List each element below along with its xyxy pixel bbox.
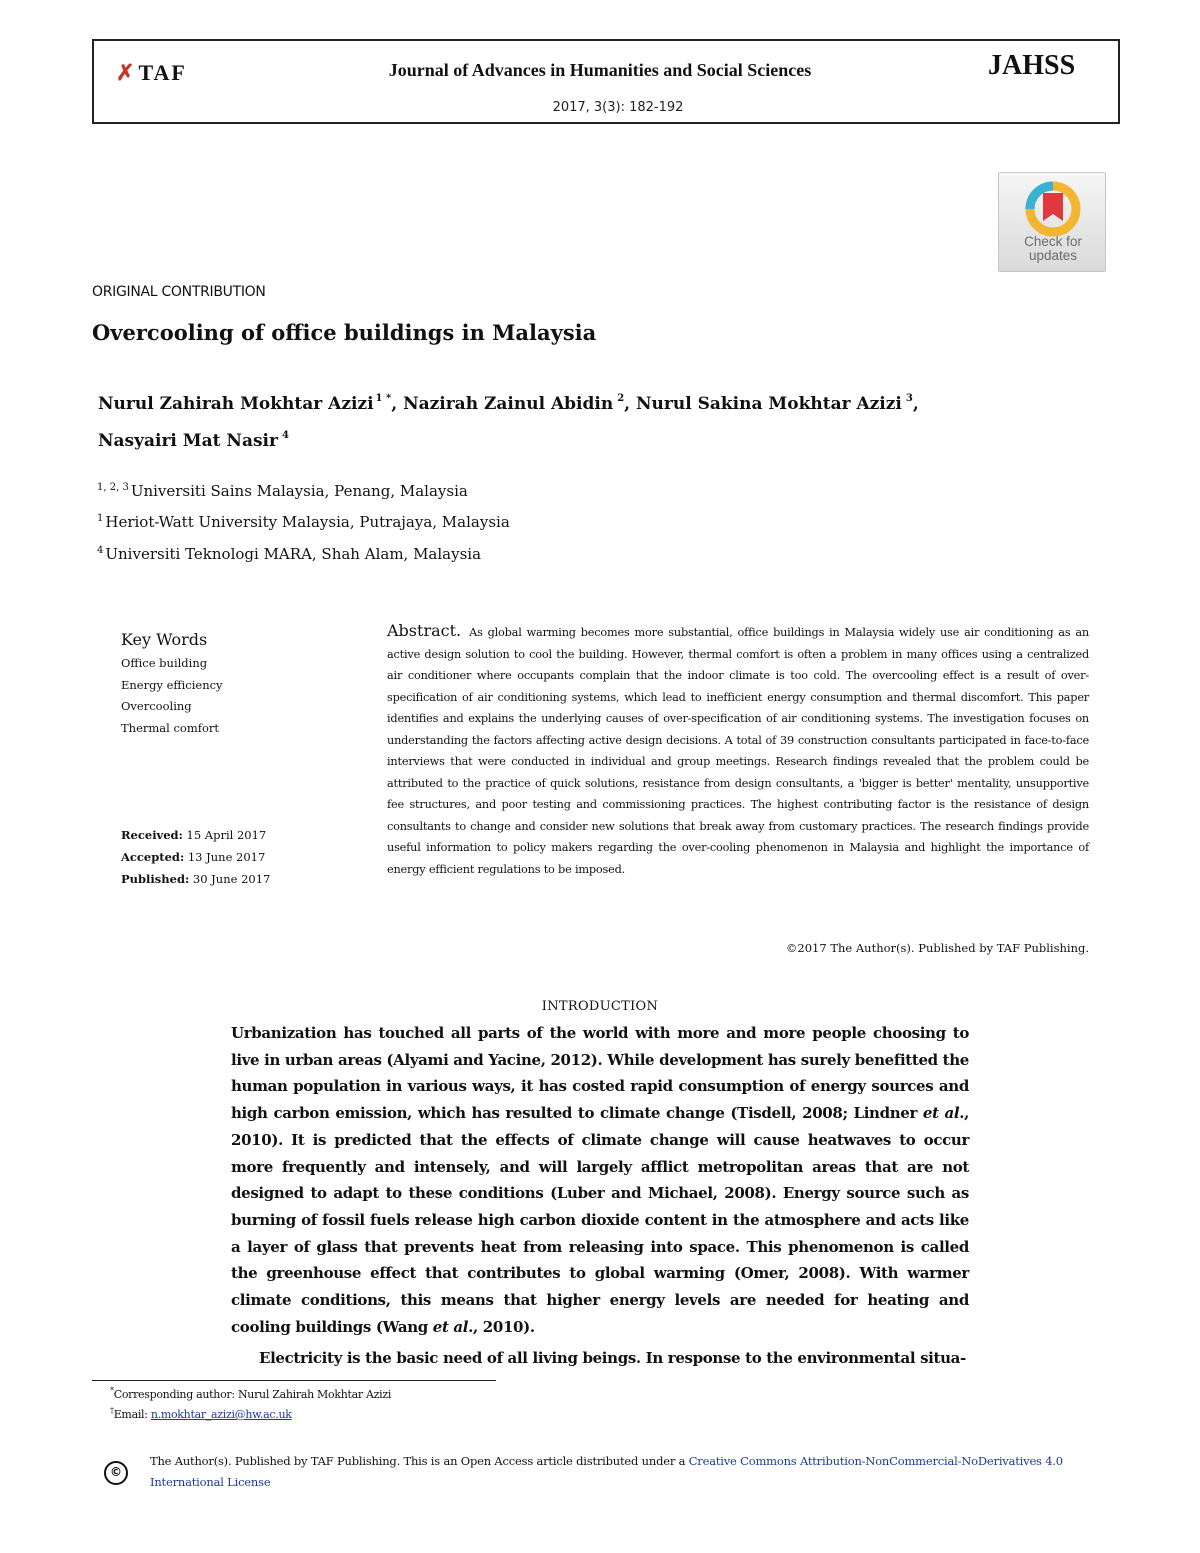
keyword-item: Energy efficiency (121, 677, 223, 692)
taf-logo-icon: ✗ (116, 60, 137, 85)
published-date: Published: 30 June 2017 (121, 872, 271, 886)
introduction-paragraph: Urbanization has touched all parts of the world with more and more people choosing to live in urban areas (Alyami and Yacine, 2012). While development has surely benefitted the human population in various ways, it has costed rapid consumption of energy sources and high carbon emission, which has resulted to climate change (Tisdell, 2008; Lindner et al., 2010). It is predicted that the effects of climate change will cause heatwaves to occur more frequently and intensely, and will largely afflict metropolitan areas that are not designed to adapt to these conditions (Luber and Michael, 2008). Energy source such as burning of fossil fuels release high carbon dioxide content in the atmosphere and acts like a layer of glass that prevents heat from releasing into space. This phenomenon is called the greenhouse effect that contributes to global warming (Omer, 2008). With warmer climate conditions, this means that higher energy levels are needed for heating and cooling buildings (Wang et al., 2010). (231, 1024, 969, 1336)
journal-title: Journal of Advances in Humanities and Social Sciences (388, 60, 812, 80)
logo-text: TAF (138, 60, 187, 85)
license-notice: The Author(s). Published by TAF Publishing. This is an Open Access article distributed under a Creative Commons Attribution-NonCommercial-NoDerivatives 4.0 International License (150, 1454, 1063, 1489)
received-date: Received: 15 April 2017 (121, 828, 267, 842)
author-affiliation-marker: 4 (281, 430, 289, 441)
author-name: Nurul Sakina Mokhtar Azizi (636, 394, 902, 414)
keyword-item: Overcooling (121, 699, 192, 713)
footnote-divider (92, 1380, 496, 1381)
introduction-paragraph-2: Electricity is the basic need of all living beings. In response to the environmental situa- (259, 1349, 966, 1367)
affiliation: $^1$ Heriot-Watt University Malaysia, Putrajaya, Malaysia (97, 513, 510, 531)
section-label: ORIGINAL CONTRIBUTION (92, 284, 266, 300)
introduction-heading: INTRODUCTION (541, 999, 659, 1014)
check-for-updates-button[interactable] (998, 172, 1106, 272)
abstract-heading: Abstract. (387, 621, 462, 640)
keywords-list (121, 653, 223, 739)
keyword-item: Thermal comfort (121, 720, 220, 735)
author-affiliation-marker: 3 (905, 393, 913, 404)
keywords-heading: Key Words (121, 630, 208, 649)
email-footnote: †Email: n.mokhtar_azizi@hw.ac.uk (110, 1406, 292, 1421)
affiliation: $^4$ Universiti Teknologi MARA, Shah Alam, Malaysia (97, 545, 482, 563)
affiliation: $^{1, 2, 3}$ Universiti Sains Malaysia, Penang, Malaysia (97, 482, 468, 500)
copyright-icon: © (104, 1461, 128, 1485)
abstract-text: As global warming becomes more substantial, office buildings in Malaysia widely use air conditioning as an active design solution to cool the building. However, thermal comfort is often a problem in many offices using a centralized air conditioner where occupants complain that the indoor climate is too cold. The overcooling effect is a result of over-specification of air conditioning systems, which lead to inefficient energy consumption and thermal discomfort. This paper identifies and explains the underlying causes of over-specification of air conditioning systems. The investigation focuses on understanding the factors affecting active design decisions. A total of 39 construction consultants participated in face-to-face interviews that were conducted in individual and group meetings. Research findings revealed that the problem could be attributed to the practice of quick solutions, resistance from design consultants, a 'bigger is better' mentality, unsupportive fee structures, and poor testing and commissioning practices. The highest contributing factor is the resistance of design consultants to change and consider new solutions that break away from customary practices. The research findings provide useful information to policy makers regarding the over-cooling phenomenon in Malaysia and highlight the importance of energy efficient regulations to be imposed. (387, 626, 1089, 876)
article-dates (121, 824, 270, 890)
corresponding-author-footnote: *Corresponding author: Nurul Zahirah Mokhtar Azizi (110, 1386, 392, 1401)
journal-citation: 2017, 3(3): 182-192 (552, 100, 684, 115)
author-name: Nasyairi Mat Nasir (98, 431, 278, 451)
author-affiliation-marker: 1 * (375, 393, 392, 404)
email-link[interactable]: n.mokhtar_azizi@hw.ac.uk (150, 1408, 292, 1421)
accepted-date: Accepted: 13 June 2017 (121, 850, 266, 864)
journal-abbreviation: JAHSS (988, 50, 1076, 81)
keyword-item: Office building (121, 656, 208, 670)
copyright-notice: ©2017 The Author(s). Published by TAF Publishing. (785, 941, 1089, 955)
license-link[interactable]: Creative Commons Attribution-NonCommercial-NoDerivatives 4.0 International License (150, 1454, 1063, 1489)
author-affiliation-marker: 2 (617, 393, 625, 404)
author-name: Nazirah Zainul Abidin (403, 394, 614, 414)
check-for-updates-label: Check for updates (1024, 234, 1082, 263)
article-title: Overcooling of office buildings in Malaysia (92, 320, 597, 345)
author-list: Nurul Zahirah Mokhtar Azizi $^{1 *}$, Nazirah Zainul Abidin $^2$, Nurul Sakina Mokhtar Azizi $^3$, Nasyairi Mat Nasir $^4$ (98, 393, 919, 451)
author-name: Nurul Zahirah Mokhtar Azizi (98, 394, 374, 414)
crossmark-icon (1025, 181, 1081, 237)
abstract (387, 620, 1089, 880)
